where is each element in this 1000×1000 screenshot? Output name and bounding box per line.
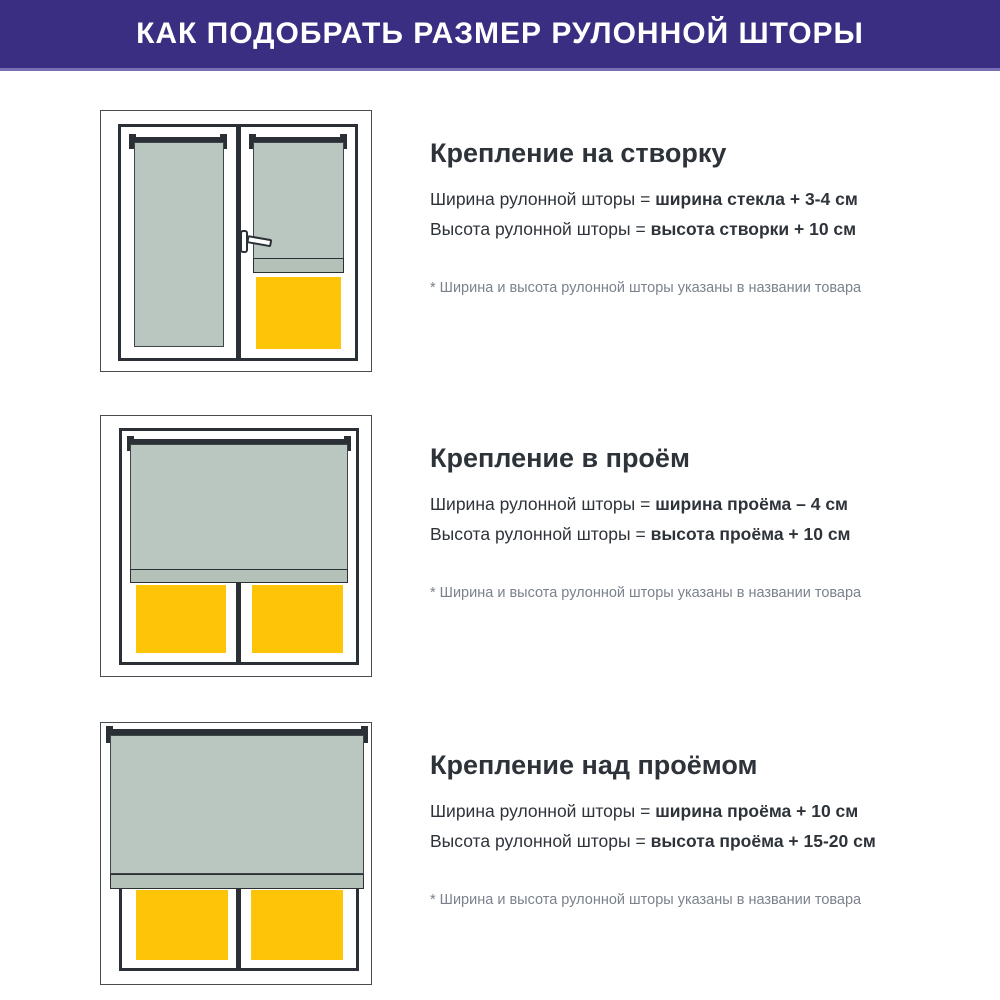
footnote: * Ширина и высота рулонной шторы указаны в названии товара xyxy=(430,280,862,296)
glass-pane-left xyxy=(136,890,228,960)
section-mount-in-opening xyxy=(0,415,1000,685)
formula-value: ширина проёма – 4 см xyxy=(655,494,849,514)
formula-label: Высота рулонной шторы = xyxy=(430,831,646,851)
glass-pane-right xyxy=(251,890,343,960)
section-title: Крепление над проёмом xyxy=(430,750,758,780)
formula-value: высота створки + 10 см xyxy=(650,219,857,239)
footnote: * Ширина и высота рулонной шторы указаны в названии товара xyxy=(430,585,862,601)
footnote: * Ширина и высота рулонной шторы указаны в названии товара xyxy=(430,892,862,908)
formula-value: ширина стекла + 3-4 см xyxy=(655,189,858,209)
roller-blind xyxy=(110,735,364,874)
blind-bottom-bar xyxy=(130,569,348,583)
window-mullion xyxy=(236,583,241,665)
window-mullion xyxy=(236,889,241,971)
formula-value: ширина проёма + 10 см xyxy=(655,801,859,821)
formula-label: Высота рулонной шторы = xyxy=(430,219,646,239)
glass-pane-right xyxy=(252,585,343,653)
formula-label: Ширина рулонной шторы = xyxy=(430,801,651,821)
height-formula xyxy=(430,831,876,852)
section-title: Крепление в проём xyxy=(430,443,690,473)
section-mount-above-opening xyxy=(0,722,1000,992)
glass-pane-left xyxy=(136,585,226,653)
section-text xyxy=(430,722,900,992)
section-text xyxy=(430,110,900,380)
page-title: КАК ПОДОБРАТЬ РАЗМЕР РУЛОННОЙ ШТОРЫ xyxy=(136,17,864,50)
section-title: Крепление на створку xyxy=(430,138,727,168)
roller-blind xyxy=(130,444,348,570)
formula-value: высота проёма + 10 см xyxy=(650,524,851,544)
formula-value: высота проёма + 15-20 см xyxy=(650,831,876,851)
window-illustration-opening-mount xyxy=(100,415,372,677)
roller-blind-left-sash xyxy=(134,142,224,347)
height-formula xyxy=(430,524,851,545)
window-illustration-above-opening-mount xyxy=(100,722,372,985)
width-formula xyxy=(430,494,848,515)
width-formula xyxy=(430,189,858,210)
section-mount-on-sash xyxy=(0,110,1000,380)
formula-label: Ширина рулонной шторы = xyxy=(430,494,651,514)
formula-label: Высота рулонной шторы = xyxy=(430,524,646,544)
glass-pane xyxy=(256,277,341,349)
window-illustration-sash-mount xyxy=(100,110,372,372)
width-formula xyxy=(430,801,858,822)
blind-bottom-bar xyxy=(110,874,364,889)
section-text xyxy=(430,415,900,685)
blind-bottom-bar xyxy=(253,258,344,273)
formula-label: Ширина рулонной шторы = xyxy=(430,189,651,209)
header-banner xyxy=(0,0,1000,71)
height-formula xyxy=(430,219,856,240)
